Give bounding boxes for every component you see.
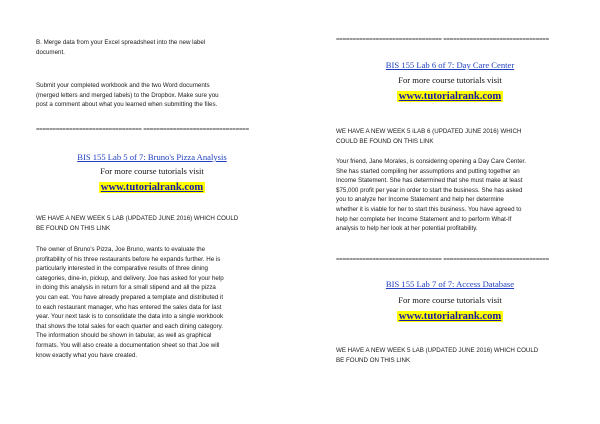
site-link-row [336, 306, 564, 324]
tutorialrank-link[interactable]: www.tutorialrank.com [398, 311, 502, 322]
tutorialrank-link[interactable]: www.tutorialrank.com [100, 182, 204, 193]
separator-rule-mid: ================================ ================================ [336, 257, 549, 263]
day-care-description: Your friend, Jane Morales, is considering opening a Day Care Center. She has started compiling her assumptions and putting together an Income Statement. She has determined that she must make at least $75,000 profit per year in order to start the business. She has asked you to analyze her Income Statement and help her determine whether it is viable for her to start this business. You have agreed to help her complete her Income Statement and to perform What-If analysis to help her look at her potential profitability. [336, 158, 526, 233]
visit-text: For more course tutorials visit [398, 75, 502, 85]
lab5-title-link[interactable]: BIS 155 Lab 5 of 7: Bruno's Pizza Analysis [77, 152, 227, 162]
lab7-title-link[interactable]: BIS 155 Lab 7 of 7: Access Database [385, 279, 515, 289]
visit-text: For more course tutorials visit [398, 295, 502, 305]
week5-lab-note: WE HAVE A NEW WEEK 5 LAB (UPDATED JUNE 2016) WHICH COULD BE FOUND ON THIS LINK [36, 215, 239, 232]
brunos-pizza-description: The owner of Bruno's Pizza, Joe Bruno, wants to evaluate the profitability of his three restaurants before he expands further. He is particularly interested in the comparative results of three dining categories, dine-in, pickup, and delivery. Joe has asked for your help in doing this analysis in return for a small stipend and all the pizza you can eat. You have already prepared a template and distributed it to each restaurant manager, who has entered the sales data for last year. Your next task is to consolidate the data into a single workbook that shows the total sales for each quarter and each dining category. The information should be shown in tabular, as well as graphical formats. You will also create a documentation sheet so that Joe will know exactly what you have created. [36, 246, 224, 359]
site-link-row [36, 177, 268, 195]
submit-instructions: Submit your completed workbook and the two Word documents (merged letters and merged labels) to the Dropbox. Make sure you post a comment about what you learned when submitting the files. [36, 82, 219, 109]
visit-text: For more course tutorials visit [100, 166, 204, 176]
site-link-row [336, 86, 564, 104]
merge-step-text: B. Merge data from your Excel spreadsheet into the new label document. [36, 39, 206, 56]
separator-rule-top: ================================ ================================ [336, 37, 549, 43]
week6-lab-note: WE HAVE A NEW WEEK 5 iLAB 6 (UPDATED JUNE 2016) WHICH COULD BE FOUND ON THIS LINK [336, 128, 522, 145]
lab6-title-link[interactable]: BIS 155 Lab 6 of 7: Day Care Center [385, 60, 515, 70]
week7-lab-note: WE HAVE A NEW WEEK 5 LAB (UPDATED JUNE 2016) WHICH COULD BE FOUND ON THIS LINK [336, 347, 539, 364]
separator-rule: ================================ ================================ [36, 127, 249, 133]
tutorialrank-link[interactable]: www.tutorialrank.com [398, 91, 502, 102]
